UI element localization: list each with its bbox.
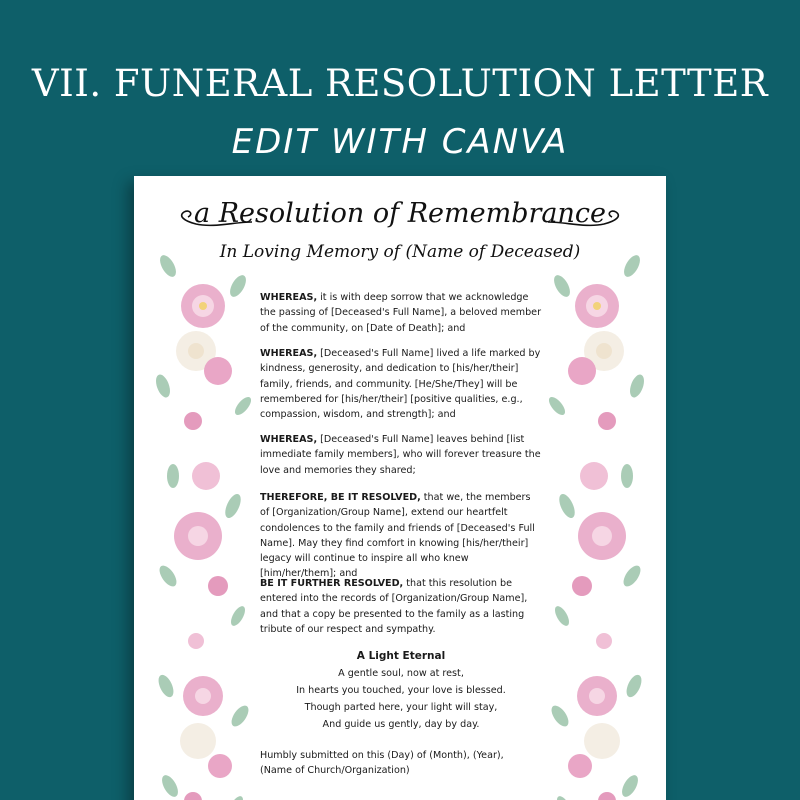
- header-subtitle: EDIT WITH CANVA: [231, 122, 569, 162]
- poem-line: A gentle soul, now at rest,: [338, 668, 464, 679]
- paragraph-lead: THEREFORE, BE IT RESOLVED,: [260, 492, 421, 503]
- closing-line: (Name of Church/Organization): [260, 765, 410, 777]
- document-title-block: [134, 194, 666, 244]
- document-title: a Resolution of Remembrance: [194, 198, 606, 229]
- right-flourish-icon: [546, 204, 626, 234]
- poem-line: Though parted here, your light will stay,: [304, 702, 498, 713]
- whereas-paragraph-2: [260, 346, 542, 422]
- poem-line: In hearts you touched, your love is blessed.: [296, 685, 506, 696]
- poem-title: A Light Eternal: [356, 650, 446, 662]
- right-floral-border-icon: [542, 246, 652, 800]
- closing: [260, 748, 542, 779]
- paragraph-lead: WHEREAS,: [260, 292, 318, 303]
- paragraph-lead: WHEREAS,: [260, 434, 318, 445]
- paragraph-text: that this resolution be entered into the records of [Organization/Group Name], and that a copy be presented to the family as a lasting tribute of our respect and sympathy.: [260, 578, 528, 635]
- header-title: VII. FUNERAL RESOLUTION LETTER: [31, 62, 769, 105]
- paragraph-text: that we, the members of [Organization/Group Name], extend our heartfelt condolences to the family and friends of [Deceased's Full Name]. May they find comfort in knowing [his/her/their] legacy will continue to inspire all who knew [him/her/them]; and: [260, 492, 535, 580]
- paragraph-text: [Deceased's Full Name] lived a life marked by kindness, generosity, and dedication to [his/her/their] family, friends, and community. [He/She/They] will be remembered for [his/her/their] [positive qualities, e.g., compassion, wisdom, and strength]; and: [260, 348, 541, 421]
- resolution-document: [134, 176, 666, 800]
- paragraph-text: it is with deep sorrow that we acknowledge the passing of [Deceased's Full Name], a beloved member of the community, on [Date of Death]; and: [260, 292, 542, 334]
- closing-line: Humbly submitted on this (Day) of (Month), (Year),: [260, 750, 504, 761]
- memory-line: In Loving Memory of (Name of Deceased): [219, 242, 581, 262]
- whereas-paragraph-3: [260, 432, 542, 478]
- paragraph-lead: BE IT FURTHER RESOLVED,: [260, 578, 404, 589]
- paragraph-text: [Deceased's Full Name] leaves behind [list immediate family members], who will forever treasure the love and memories they shared;: [260, 434, 541, 476]
- left-floral-border-icon: [148, 246, 258, 800]
- resolved-paragraph: [260, 490, 542, 582]
- poem-line: And guide us gently, day by day.: [322, 719, 480, 730]
- paragraph-lead: WHEREAS,: [260, 348, 318, 359]
- whereas-paragraph-1: [260, 290, 542, 336]
- poem: [260, 648, 542, 733]
- further-resolved-paragraph: [260, 576, 542, 637]
